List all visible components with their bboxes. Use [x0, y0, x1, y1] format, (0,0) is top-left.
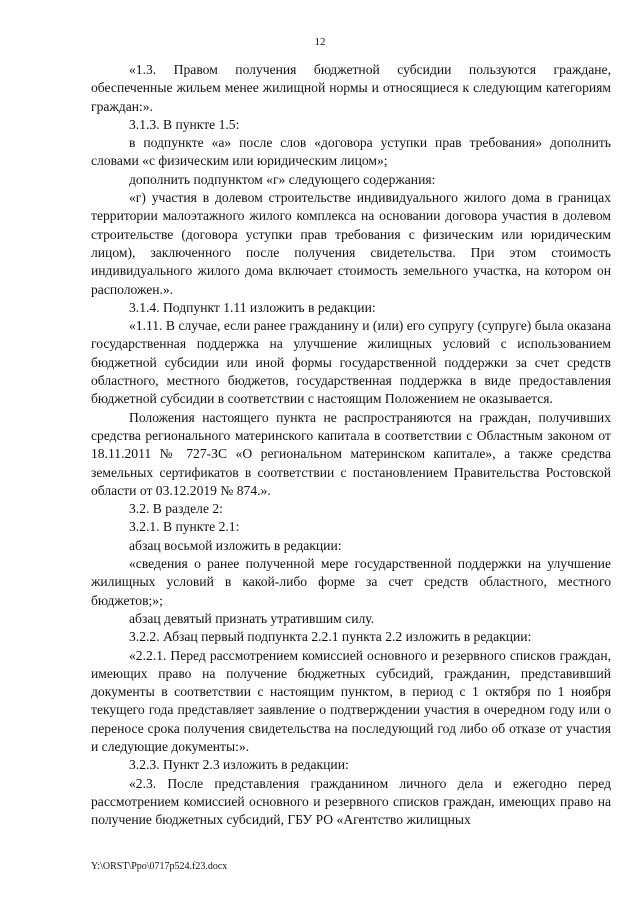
- paragraph-3-2-1: 3.2.1. В пункте 2.1:: [129, 519, 240, 535]
- paragraph-1-11-quote: «1.11. В случае, если ранее гражданину и (или) его супругу (супруге) была оказана государственная поддержка на улучшение жилищных условий с использованием бюджетной субсидии или иной формы государственной поддержки за счет средств областного, местного бюджетов, государственная поддержка в виде предоставления бюджетной субсидии в соответствии с настоящим Положением не оказывается.: [91, 318, 611, 407]
- paragraph-3-2-2: 3.2.2. Абзац первый подпункта 2.2.1 пункта 2.2 изложить в редакции:: [129, 629, 532, 645]
- paragraph-3-2: 3.2. В разделе 2:: [129, 501, 223, 517]
- paragraph-add-subpoint-g: дополнить подпунктом «г» следующего содержания:: [129, 171, 436, 187]
- paragraph-2-3-quote: «2.3. После представления гражданином личного дела и ежегодно перед рассмотрением комиссией основного и резервного списков граждан, имеющих право на получение бюджетных субсидий, ГБУ РО «Агентство жилищных: [91, 775, 611, 828]
- paragraph-subpoint-a: в подпункте «а» после слов «договора уступки прав требования» дополнить словами «с физическим или юридическим лицом»;: [91, 135, 611, 169]
- paragraph-provisions: Положения настоящего пункта не распространяются на граждан, получивших средства регионального материнского капитала в соответствии с Областным законом от 18.11.2011 № 727-ЗС «О региональном материнском капитале», а также средства земельных сертификатов в соответствии с постановлением Правительства Ростовской области от 03.12.2019 № 874.».: [91, 409, 611, 498]
- document-body: [91, 61, 611, 829]
- paragraph-subpoint-g-text: «г) участия в долевом строительстве индивидуального жилого дома в границах территории малоэтажного жилого комплекса на основании договора участия в долевом строительстве (договора уступки прав требования с физическим или юридическим лицом), заключенного после получения свидетельства. При этом стоимость индивидуального жилого дома включает стоимость земельного участка, на котором он расположен.».: [91, 190, 611, 297]
- paragraph-eighth-abzac: абзац восьмой изложить в редакции:: [129, 537, 342, 553]
- paragraph-info-quote: «сведения о ранее полученной мере государственной поддержки на улучшение жилищных условий в какой-либо форме за счет средств областного, местного бюджетов;»;: [91, 556, 611, 608]
- paragraph-1-3-quote: «1.3. Правом получения бюджетной субсидии пользуются граждане, обеспеченные жильем менее жилищной нормы и относящиеся к следующим категориям граждан:».: [91, 62, 611, 114]
- paragraph-2-2-1-quote: «2.2.1. Перед рассмотрением комиссией основного и резервного списков граждан, имеющих право на получение бюджетных субсидий, гражданин, представивший документы в соответствии с настоящим пунктом, в период с 1 октября по 1 ноября текущего года представляет заявление о подтверждении участия в очередном году или о переносе срока получения свидетельства на последующий год либо об отказе от участия и следующие документы:».: [91, 647, 611, 754]
- paragraph-ninth-abzac: абзац девятый признать утратившим силу.: [129, 610, 375, 626]
- paragraph-3-2-3: 3.2.3. Пункт 2.3 изложить в редакции:: [129, 757, 349, 773]
- paragraph-3-1-3: 3.1.3. В пункте 1.5:: [129, 116, 240, 132]
- footer-file-path: Y:\ORST\Ppo\0717p524.f23.docx: [91, 861, 228, 872]
- paragraph-3-1-4: 3.1.4. Подпункт 1.11 изложить в редакции:: [129, 299, 376, 315]
- page-number: 12: [314, 36, 326, 48]
